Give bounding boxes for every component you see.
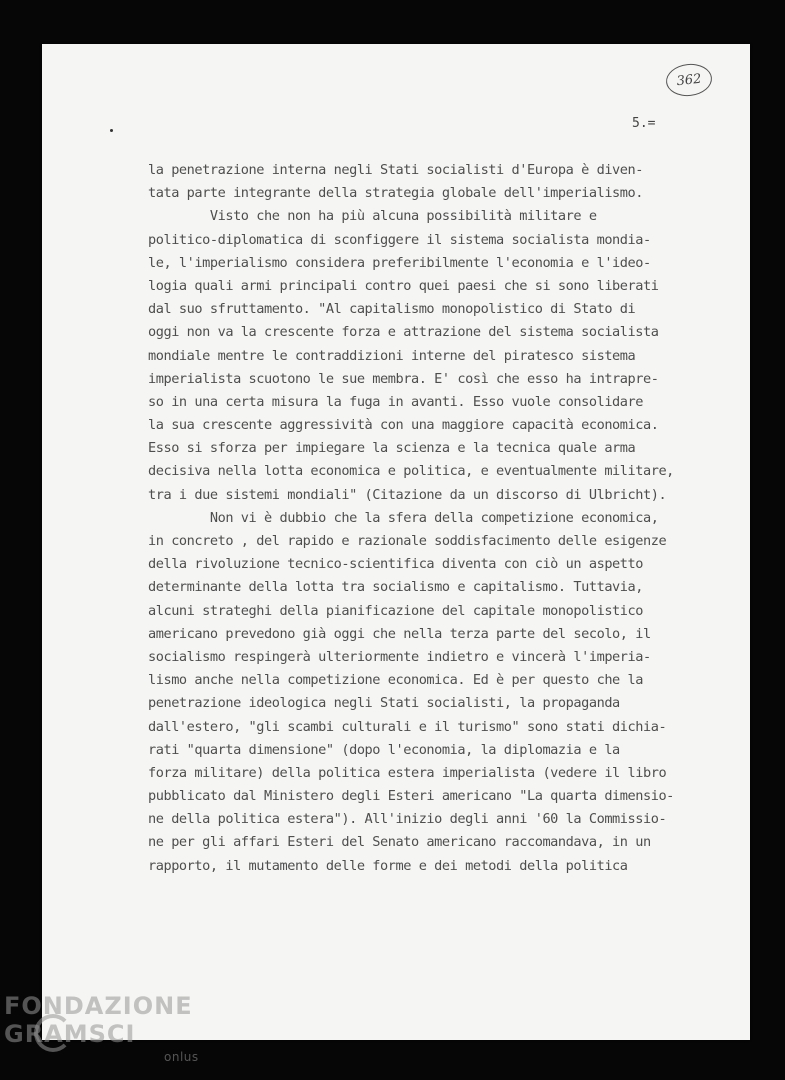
page-number: 5.= [632,116,656,131]
text-line: in concreto , del rapido e razionale soddisfacimento delle esigenze [148,533,667,549]
text-line: forza militare) della politica estera imperialista (vedere il libro [148,764,667,781]
archive-number: 362 [675,71,703,89]
text-line: oggi non va la crescente forza e attrazione del sistema socialista [148,324,659,341]
text-line: pubblicato dal Ministero degli Esteri americano "La quarta dimensio- [148,788,674,805]
text-line: Non vi è dubbio che la sfera della competizione economica, [148,509,659,526]
text-line: della rivoluzione tecnico-scientifica diventa con ciò un aspetto [148,556,643,573]
text-line: so in una certa misura la fuga in avanti. Esso vuole consolidare [148,393,643,410]
text-line: rati "quarta dimensione" (dopo l'economia, la diplomazia e la [148,741,620,758]
text-line: mondiale mentre le contraddizioni interne del piratesco sistema [148,347,636,364]
foundation-watermark [4,992,199,1064]
text-line: Visto che non ha più alcuna possibilità militare e [148,208,597,225]
archive-number-stamp [664,62,713,99]
text-line: Esso si sforza per impiegare la scienza e la tecnica quale arma [148,440,636,457]
ink-dot [110,129,113,132]
text-line: logia quali armi principali contro quei paesi che si sono liberati [148,277,659,294]
text-line: alcuni strateghi della pianificazione del capitale monopolistico [148,602,643,619]
text-line: rapporto, il mutamento delle forme e dei metodi della politica [148,857,628,874]
text-line: penetrazione ideologica negli Stati socialisti, la propaganda [148,695,620,712]
text-line: politico-diplomatica di sconfiggere il sistema socialista mondia- [148,231,651,248]
text-line: la penetrazione interna negli Stati socialisti d'Europa è diven- [148,162,643,178]
typewritten-body [148,159,708,878]
text-line: tata parte integrante della strategia globale dell'imperialismo. [148,185,643,202]
text-line: americano prevedono già oggi che nella terza parte del secolo, il [148,625,651,642]
watermark-logo-text: FONDAZIONE GRAMSCI [4,992,193,1048]
text-line: socialismo respingerà ulteriormente indietro e vincerà l'imperia- [148,648,651,665]
watermark-subtext: onlus [164,1050,199,1064]
text-line: decisiva nella lotta economica e politica, e eventualmente militare, [148,463,674,480]
text-line: determinante della lotta tra socialismo e capitalismo. Tuttavia, [148,579,643,596]
text-line: lismo anche nella competizione economica. Ed è per questo che la [148,672,643,689]
text-line: imperialista scuotono le sue membra. E' così che esso ha intrapre- [148,370,659,387]
text-line: dall'estero, "gli scambi culturali e il turismo" sono stati dichia- [148,718,667,735]
text-line: dal suo sfruttamento. "Al capitalismo monopolistico di Stato di [148,301,636,318]
text-line: tra i due sistemi mondiali" (Citazione da un discorso di Ulbricht). [148,486,667,503]
text-line: la sua crescente aggressività con una maggiore capacità economica. [148,417,659,434]
text-line: le, l'imperialismo considera preferibilmente l'economia e l'ideo- [148,254,651,271]
watermark-logo-glyph [34,1014,72,1052]
document-page [42,44,750,1040]
text-line: ne per gli affari Esteri del Senato americano raccomandava, in un [148,834,651,851]
text-line: ne della politica estera"). All'inizio degli anni '60 la Commissio- [148,811,667,828]
